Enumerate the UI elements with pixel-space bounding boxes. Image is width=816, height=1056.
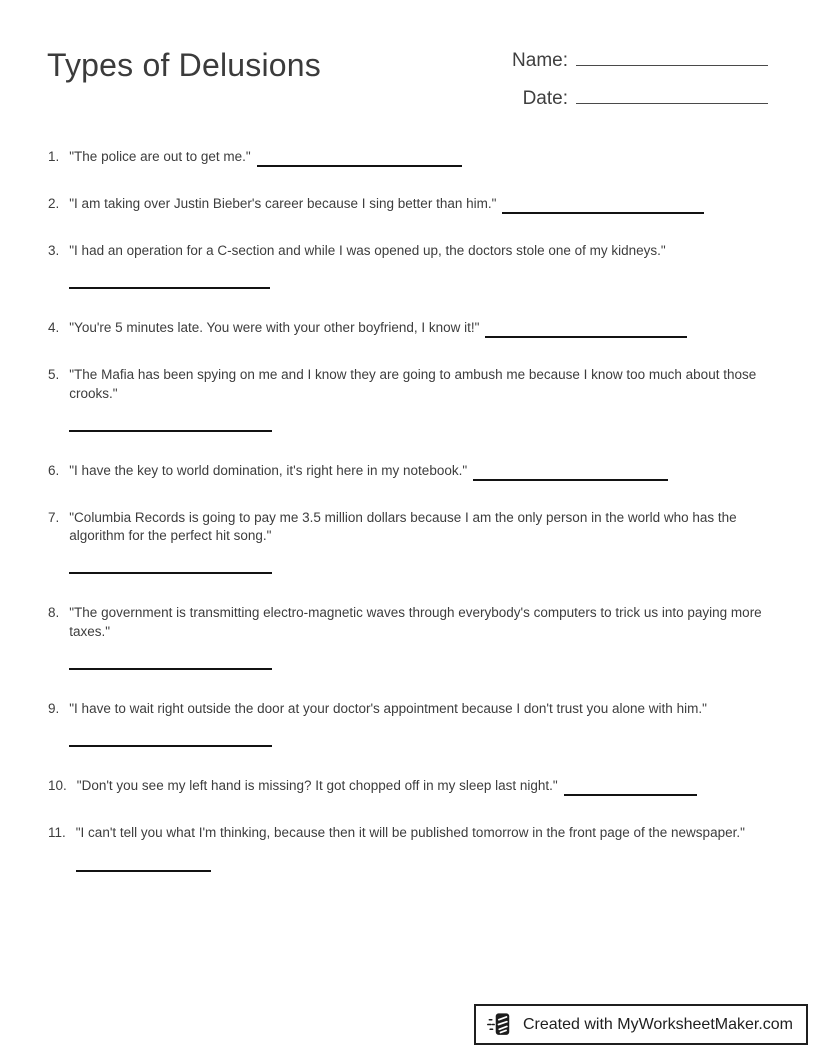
name-label: Name: — [512, 50, 568, 71]
question-number: 3. — [48, 243, 60, 258]
worksheet-maker-logo-icon — [487, 1012, 514, 1037]
question-text: "I have to wait right outside the door at your doctor's appointment because I don't trust you alone with him." — [69, 701, 707, 717]
question-number: 7. — [48, 509, 60, 525]
question-number: 8. — [48, 605, 60, 621]
question-number: 6. — [48, 462, 60, 478]
question-number: 1. — [48, 149, 60, 164]
answer-blank-below — [69, 745, 272, 747]
name-field-row — [498, 50, 768, 88]
question-item — [48, 319, 768, 338]
answer-blank-inline — [257, 155, 462, 167]
answer-blank-below — [76, 870, 211, 872]
question-body — [69, 509, 768, 577]
date-field-row — [498, 88, 768, 126]
answer-blank-below — [69, 668, 272, 670]
answer-blank-inline — [485, 326, 687, 338]
question-item — [48, 462, 768, 481]
question-body — [69, 148, 461, 167]
question-text: "I had an operation for a C-section and while I was opened up, the doctors stole one of my kidneys." — [69, 243, 666, 258]
question-body — [69, 195, 704, 214]
answer-blank-inline — [502, 202, 704, 214]
question-text: "I can't tell you what I'm thinking, because then it will be published tomorrow in the front page of the newspaper." — [75, 825, 745, 841]
answer-blank-below — [69, 287, 270, 289]
question-item — [48, 509, 768, 577]
question-text: "I am taking over Justin Bieber's career because I sing better than him." — [69, 196, 497, 211]
question-item — [48, 777, 768, 796]
page-title: Types of Delusions — [47, 47, 321, 83]
question-body — [69, 604, 768, 672]
credit-badge — [474, 1004, 808, 1045]
question-number: 5. — [48, 367, 60, 383]
question-body — [69, 319, 687, 338]
question-text: "The police are out to get me." — [69, 149, 251, 164]
question-text: "The Mafia has been spying on me and I know they are going to ambush me because I know too much about those crooks." — [69, 367, 757, 401]
header-fields — [498, 50, 768, 126]
question-text: "The government is transmitting electro-magnetic waves through everybody's computers to trick us into paying more taxes." — [69, 605, 762, 639]
question-text: "Don't you see my left hand is missing? It got chopped off in my sleep last night." — [76, 778, 558, 794]
question-body — [69, 242, 665, 291]
question-item — [48, 700, 768, 749]
question-item — [48, 148, 768, 167]
answer-blank-below — [69, 430, 272, 432]
question-body — [69, 700, 707, 749]
question-item — [48, 366, 768, 434]
question-number: 10. — [48, 778, 67, 794]
name-blank-line — [576, 52, 768, 66]
answer-blank-inline — [564, 784, 697, 796]
question-item — [48, 195, 768, 214]
answer-blank-inline — [473, 469, 668, 481]
question-body — [69, 462, 668, 481]
question-body — [69, 366, 768, 434]
question-text: "I have the key to world domination, it's right here in my notebook." — [69, 462, 468, 478]
date-blank-line — [576, 90, 768, 104]
date-label: Date: — [522, 88, 568, 109]
question-item — [48, 604, 768, 672]
question-number: 4. — [48, 320, 60, 336]
question-item — [48, 824, 768, 873]
question-number: 2. — [48, 196, 60, 211]
question-item — [48, 242, 768, 291]
question-body — [77, 777, 697, 796]
question-body — [76, 824, 745, 873]
question-list — [48, 148, 768, 902]
question-number: 9. — [48, 701, 60, 717]
answer-blank-below — [69, 572, 272, 574]
question-number: 11. — [48, 825, 66, 841]
question-text: "You're 5 minutes late. You were with your other boyfriend, I know it!" — [69, 320, 480, 336]
credit-text: Created with MyWorksheetMaker.com — [522, 1015, 793, 1033]
question-text: "Columbia Records is going to pay me 3.5 million dollars because I am the only person in the world who has the algorithm for the perfect hit song." — [69, 509, 737, 544]
